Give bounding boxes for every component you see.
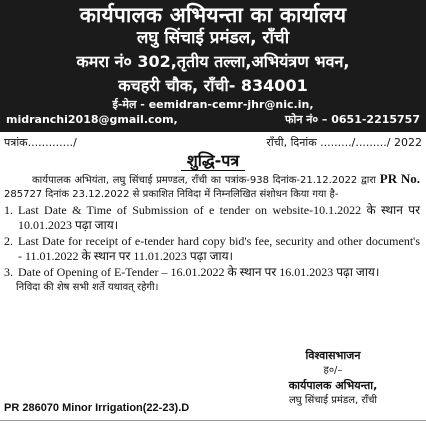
item-text: Last Date & Time of Submission of e tender on website-10.1.2022 के स्थान पर 10.01.2023 पढ़ा जाय। <box>18 203 420 232</box>
sign-initials: ह०/– <box>323 365 343 376</box>
notice-body <box>0 172 426 296</box>
letter-number: पत्रांक............./ <box>4 136 77 149</box>
bottom-divider <box>0 420 426 421</box>
sign-division: लघु सिंचाई प्रमंडल, राँची <box>288 395 378 406</box>
corrigendum-heading: शुद्धि-पत्र <box>181 151 245 171</box>
amendment-item <box>4 234 420 264</box>
office-phone: फोन नं० – 0651-2215757 <box>284 113 420 126</box>
office-email: ई-मेल - eemidran-cemr-jhr@nic.in, <box>112 98 314 111</box>
signature-block <box>248 348 418 408</box>
letter-date: राँची, दिनांक ........./........./ 2022 <box>266 136 422 149</box>
intro-part1: कार्यपालक अभियंता, लघु सिंचाई प्रमण्डल, राँची का पत्रांक-938 दिनांक-21.12.2022 द्वारा <box>32 175 377 186</box>
office-header <box>0 0 426 132</box>
sign-closing: विश्वासभाजन <box>305 349 361 362</box>
item-text: Date of Opening of E-Tender – 16.01.2022 के स्थान पर 16.01.2023 पढ़ा जाय। <box>18 265 380 279</box>
intro-part2: 285727 दिनांक 23.12.2022 से प्रकाशित निविदा में निम्नलिखित संशोधन किया गया है- <box>4 189 339 200</box>
item-number: 3. <box>4 265 13 279</box>
item-number: 2. <box>4 234 13 248</box>
pr-footer: PR 286070 Minor Irrigation(22-23).D <box>4 402 190 414</box>
pr-no-label: PR No. <box>379 171 421 186</box>
amendment-item <box>4 265 420 280</box>
office-address-line: कमरा नं० 302,तृतीय तल्ला,अभियंत्रण भवन, <box>76 52 350 71</box>
office-title: कार्यपालक अभियन्ता का कार्यालय <box>79 3 347 27</box>
notice-title <box>0 151 426 171</box>
intro-paragraph <box>4 172 420 202</box>
remaining-terms-note: निविदा की शेष सभी शर्ते यथावत् रहेगी। <box>16 282 159 293</box>
office-city-pincode: कचहरी चौक, राँची- 834001 <box>118 76 308 95</box>
office-gmail: midranchi2018@gmail.com, <box>6 113 178 126</box>
amendment-item <box>4 203 420 233</box>
sign-designation: कार्यपालक अभियन्ता, <box>288 379 378 392</box>
item-text: Last Date for receipt of e-tender hard copy bid's fee, security and other document's - 11.01.2022 के स्थान पर 11.01.2023 पढ़ा जाय। <box>18 234 420 263</box>
reference-row <box>0 132 426 150</box>
division-name: लघु सिंचाई प्रमंडल, राँची <box>136 28 290 48</box>
item-number: 1. <box>4 203 13 217</box>
office-contact-line <box>6 112 420 127</box>
